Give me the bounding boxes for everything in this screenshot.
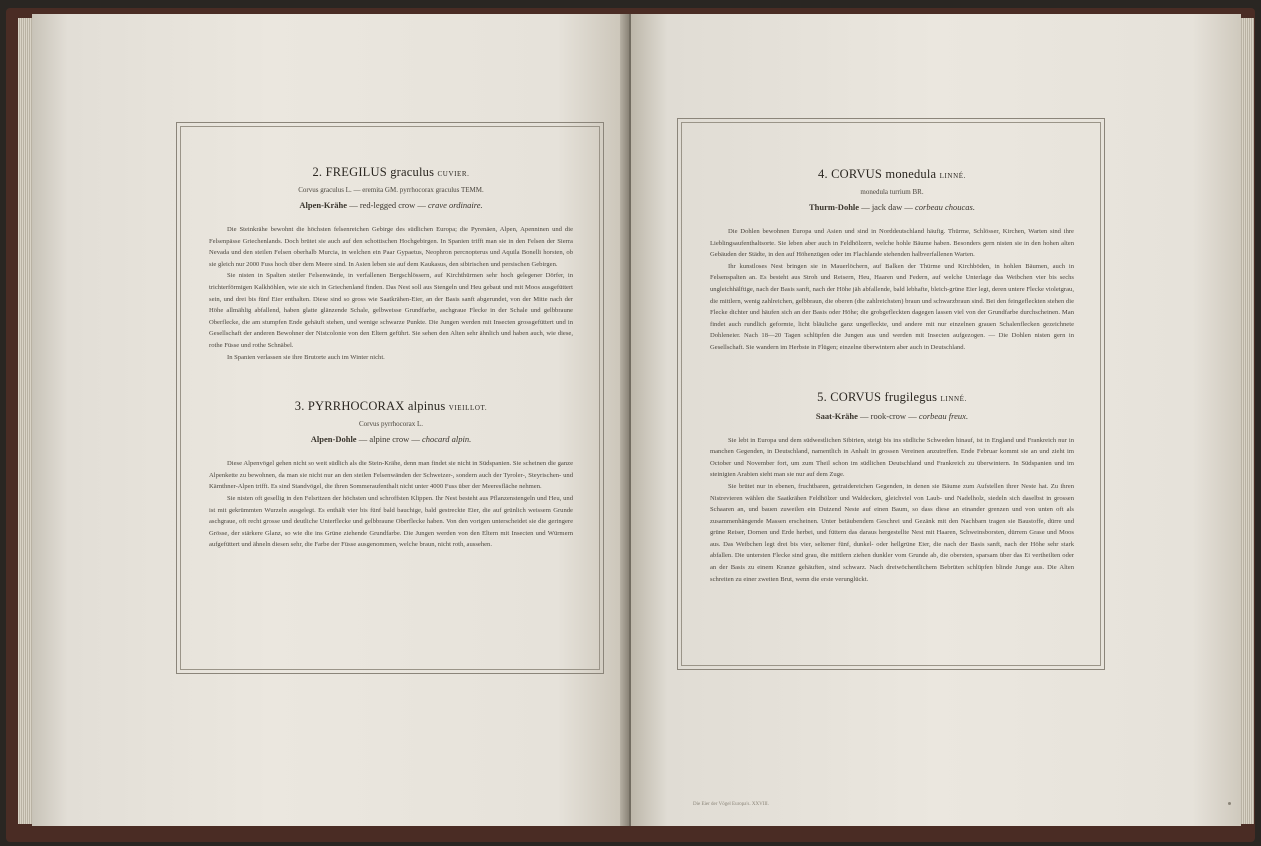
french-name: corbeau freux. [918, 410, 969, 421]
right-page-content [710, 167, 1074, 585]
german-name: Alpen-Dohle [310, 434, 357, 445]
species-number: 5. [817, 389, 827, 404]
section-corvus-monedula [710, 167, 1074, 354]
paragraph: Sie brütet nur in ebenen, fruchtbaren, getraidereichen Gegenden, in denen sie Bäume zum Aufstellen ihrer Neste hat. Zu ihren Nistrevieren wählen die Saatkrähen Feldhölzer und Waldecken, gleichviel von Laub- und Nadelholz, siedeln sich daselbst in grossen Schaaren an, und bauen zuweilen ein Dutzend Neste auf einen Baum, so dass diese an einander grenzen und von unten oft als zusammenhängende Massen erscheinen. Unter betäubendem Geschrei und Gezänk mit den Nachbarn tragen sie Baustoffe, dürre und grüne Reiser, Dornen und Erde herbei, und füttern das daraus hergestellte Nest mit Haaren, Schweinsborsten, dürrem Grase und Moos aus. Das Weibchen legt drei bis vier, seltener fünf, dunkel- oder hellgrüne Eier, die nach der Basis sanft, nach der Höhe sehr stark abfallen. Die untersten Flecke sind grau, die mittlern ziehen dunkler vom Grunde ab, die obersten, sparsam über das Ei vertheilten oder an der Basis zu einem Kranze gehäuften, sind schwarz. Nach dreiwöchentlichem Bebrüten schlüpfen blinde Junge aus. Die Alten schreiten zu einer zweiten Brut, wenn die erste verunglückt. [710, 482, 1074, 583]
paragraph: Sie nisten oft gesellig in den Felsritzen der höchsten und schroffsten Klippen. Ihr Nest besteht aus Pflanzenstengeln und Heu, und ist mit gekrümmten Wurzeln ausgelegt. Es enthält vier bis fünf bald bauchige, bald gestreckte Eier, die auf grünlich weissem Grunde aschgraue, oft recht grosse und deutliche Unterflecke und gelbbraune Oberflecke haben. Von den vorigen unterscheidet sie die geringere Grösse, der stärkere Glanz, so wie die ins Grüne ziehende Grundfarbe. Die Jungen werden von den Eltern mit Insecten und Würmern aufgefüttert und ähneln diesen sehr, die Farbe der Füsse ausgenommen, welche braun, nicht roth, aussehen. [209, 494, 573, 549]
vernacular-names [209, 200, 573, 210]
species-name: alpinus [407, 399, 446, 414]
paragraph: Ihr kunstloses Nest bringen sie in Mauerlöchern, auf Balken der Thürme und Kirchböden, in hohlen Bäumen, auch in Felsenspalten an. Es besteht aus Stroh und Reisern, Heu, Haaren und Federn, auf welche Unterlage das Weibchen vier bis sechs ungleichhälftige, nach der Basis sanft, nach der Höhe jäh abfallende, bald lebhafte, bleich-grüne Eier legt, deren untere Flecke violetgrau, die mittlern, wenig zahlreichen, gelbbraun, die oberen (die zahlreichsten) braun und schwarzbraun sind. Bei den feingefleckten stehen die Flecke dichter und häufen sich an der Basis oder Höhe; die grobgefleckten dagegen lassen viel von der Grundfarbe durchscheinen. Man findet auch rundlich geformte, licht bläuliche ganz ungefleckte, und andere mit nur einzelnen grauen Schalenflecken gezeichnete Dohleneier. Nach 18—20 Tagen schlüpfen die Jungen aus und werden mit Insecten aufgezogen. — Die Dohlen nisten gern in Gesellschaft. Sie wandern im Herbste in Flügen; einzelne überwintern aber auch in Deutschland. [710, 262, 1074, 351]
section-pyrrhocorax [209, 399, 573, 551]
species-heading [209, 399, 573, 414]
paragraph: Die Steinkrähe bewohnt die höchsten felsenreichen Gebirge des südlichen Europa; die Pyrenäen, Alpen, Apenninen und die Felsenpässe Griechenlands. Doch brütet sie auch auf den schottischen Hochgebirgen. In Spanien trifft man sie in den Felsen der Sierra Nevada und den steilen Felsen oberhalb Murcia, in welchen ein Paar Gypaetus, Neophron percnopterus und Aquila Bonelli horsten, ob sie gleich nur 2000 Fuss hoch über dem Meere sind. In Asien leben sie auf dem Kaukasus, den sibirischen und persischen Gebirgen. [209, 226, 573, 268]
paragraph: In Spanien verlassen sie ihre Brutorte auch im Winter nicht. [227, 353, 385, 361]
paragraph: Sie lebt in Europa und dem südwestlichen Sibirien, steigt bis ins südliche Schweden hinauf, ist in England und Frankreich nur in manchen Gegenden, in Deutschland, namentlich in Anhalt in grossen Vereinen anzutreffen. Ende Februar kommt sie an und zieht im October und November fort, um zum Theil schon im südlichen Deutschland und Frankreich zu überwintern. In Südspanien und im steinigten Arabien sieht man sie nur auf dem Zuge. [710, 436, 1074, 479]
paragraph: Diese Alpenvögel gehen nicht so weit südlich als die Stein-Krähe, denn man findet sie nicht in Südspanien. Sie scheinen die ganze Alpenkette zu bewohnen, da man sie nicht nur an den steilen Felsenwänden der Schweizer-, sondern auch der Tyroler-, Steyrischen- und Kärnthner-Alpen trifft. Es sind Standvögel, die ihren Sommeraufenthalt nicht unter 4000 Fuss über der Meeresfläche nehmen. [209, 460, 573, 491]
german-name: Alpen-Krähe [299, 200, 348, 210]
page-footer: Die Eier der Vögel Europa's. XXVIII. [693, 802, 769, 807]
species-number: 4. [818, 167, 828, 181]
left-page-frame [176, 122, 604, 674]
species-name: graculus [390, 165, 435, 179]
vernacular-names [710, 202, 1074, 212]
synonyms: Corvus graculus L. — eremita GM. pyrrhocorax graculus TEMM. [298, 186, 484, 194]
paragraph: Die Dohlen bewohnen Europa und Asien und sind in Norddeutschland häufig. Thürme, Schlösser, Kirchen, Warten sind ihre Lieblingsaufenthaltsorte. Sie leben aber auch in Feldhölzern, welche hohle Bäume haben. Besonders gern nisten sie in den hohen alten Gebäuden der Städte, in den auf Höhenzügen oder im Flachlande stehenden halbverfallenen Warten. [710, 228, 1074, 259]
vernacular-names [209, 434, 573, 444]
author-name: LINNÉ. [940, 394, 967, 403]
english-name: — red-legged crow — [347, 200, 429, 210]
vernacular-names [710, 411, 1074, 421]
french-name: chocard alpin. [421, 434, 472, 445]
author-name: CUVIER. [437, 170, 470, 178]
author-name: LINNÉ. [939, 172, 966, 180]
author-name: VIEILLOT. [448, 404, 488, 413]
species-heading [710, 390, 1074, 405]
synonyms: Corvus pyrrhocorax L. [359, 420, 423, 429]
species-number: 3. [294, 399, 305, 414]
french-name: crave ordinaire. [428, 200, 483, 210]
paragraph: Sie nisten in Spalten steiler Felsenwände, in verfallenen Bergschlössern, auf Kirchthürmen sehr hoch gelegener Dörfer, in trichterförmigen Kalkhöhlen, wie sie sich in Griechenland finden. Das Nest soll aus Stengeln und Heu gebaut und mit Moos ausgefüttert sein, und drei bis fünf Eier enthalten. Diese sind so gross wie Saatkrähen-Eier, an der Basis sanft abgerundet, von der Mitte nach der Höhe allmählig abfallend, haben glatte glänzende Schale, gelbweisse Grundfarbe, aschgraue Flecke in der Schale und gelbbraune Oberflecke, die am stumpfen Ende gehäuft stehen, und wenige schwarze Punkte. Die Jungen werden mit Insecten grossgefüttert und in Gesellschaft der anderen Bewohner der Nistcolonie von den Eltern geführt. Sie sehen den Alten sehr ähnlich und haben auch, wie diese, rothe Füsse und rothe Schnäbel. [209, 272, 573, 349]
species-heading [209, 165, 573, 180]
english-name: — jack daw — [859, 202, 916, 212]
genus-name: FREGILUS [325, 165, 387, 179]
english-name: — rook-crow — [857, 410, 919, 421]
genus-name: PYRRHOCORAX [307, 399, 405, 414]
right-page [631, 14, 1241, 826]
species-heading [710, 167, 1074, 182]
section-corvus-frugilegus [710, 390, 1074, 586]
right-page-frame [677, 118, 1105, 670]
synonyms: monedula turrium BR. [860, 188, 924, 196]
french-name: corbeau choucas. [915, 202, 975, 212]
left-page-content [209, 165, 573, 551]
page-mark [1228, 802, 1231, 805]
german-name: Thurm-Dohle [809, 202, 860, 212]
species-name: monedula [885, 167, 937, 181]
genus-name: CORVUS [830, 389, 882, 404]
section-fregilus [209, 165, 573, 363]
species-name: frugilegus [884, 389, 938, 404]
left-page [32, 14, 629, 826]
english-name: — alpine crow — [356, 434, 422, 445]
genus-name: CORVUS [831, 167, 883, 181]
german-name: Saat-Krähe [815, 410, 858, 421]
species-number: 2. [312, 165, 323, 179]
